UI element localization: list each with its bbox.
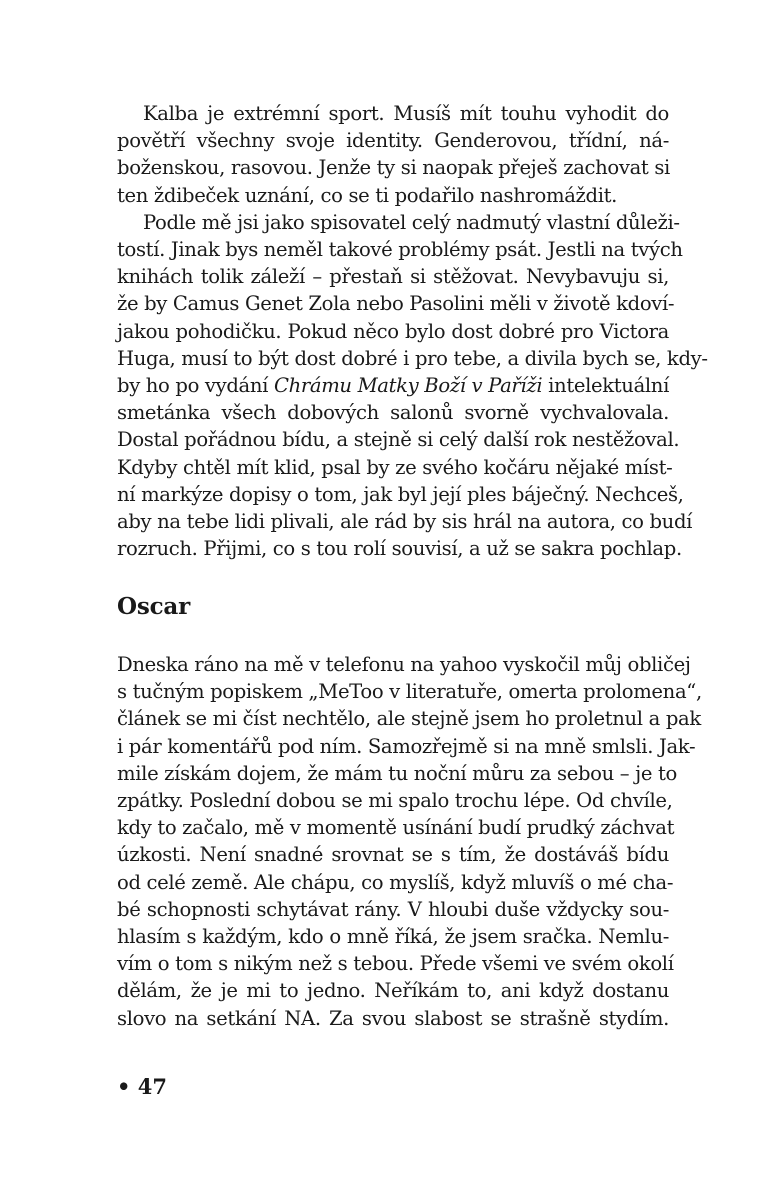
text-line: s tučným popiskem „MeToo v literatuře, omerta prolomena“,	[117, 680, 702, 704]
text-line: mile získám dojem, že mám tu noční můru za sebou – je to	[117, 761, 677, 785]
text-line: článek se mi číst nechtělo, ale stejně jsem ho proletnul a pak	[117, 707, 701, 731]
text-line: Kdyby chtěl mít klid, psal by ze svého kočáru nějaké míst-	[117, 455, 673, 479]
text-line: rozruch. Přijmi, co s tou rolí souvisí, a už se sakra pochlap.	[117, 537, 682, 561]
text-line: jakou pohodičku. Pokud něco bylo dost dobré pro Victora	[117, 319, 669, 343]
text-line: i pár komentářů pod ním. Samozřejmě si na mně smlsli. Jak-	[117, 734, 696, 758]
text-line: slovo na setkání NA. Za svou slabost se strašně stydím.	[117, 1006, 669, 1030]
text-line: že by Camus Genet Zola nebo Pasolini měli v životě kdoví-	[117, 292, 675, 316]
text-line: smetánka všech dobových salonů svorně vychvalovala.	[117, 401, 669, 425]
text-line: ní markýze dopisy o tom, jak byl její ples báječný. Nechceš,	[117, 482, 684, 506]
text-line: Huga, musí to být dost dobré i pro tebe, a divila bych se, kdy-	[117, 346, 708, 370]
text-line	[117, 372, 669, 399]
book-title: Chrámu Matky Boží v Paříži	[273, 374, 543, 398]
text-line: hlasím s každým, kdo o mně říká, že jsem sračka. Nemlu-	[117, 925, 669, 949]
text-line: Kalba je extrémní sport. Musíš mít touhu vyhodit do	[143, 102, 669, 125]
text-line: vím o tom s nikým než s tebou. Přede všemi ve svém okolí	[117, 952, 674, 976]
paragraph-2	[117, 209, 708, 563]
text-line: Dneska ráno na mě v telefonu na yahoo vyskočil můj obličej	[117, 653, 691, 676]
oscar-section	[117, 651, 702, 1032]
section-heading: Oscar	[117, 593, 191, 620]
text-fragment: intelektuální	[542, 374, 669, 398]
text-line: tostí. Jinak bys neměl takové problémy psát. Jestli na tvých	[117, 238, 683, 262]
text-line: dělám, že je mi to jedno. Neříkám to, ani když dostanu	[117, 979, 669, 1003]
letter-section	[117, 100, 708, 562]
paragraph-1	[117, 100, 669, 209]
text-line: bé schopnosti schytávat rány. V hloubi duše vždycky sou-	[117, 897, 669, 921]
text-line: Podle mě jsi jako spisovatel celý nadmutý vlastní důleži-	[143, 210, 680, 234]
text-line: Dostal pořádnou bídu, a stejně si celý další rok nestěžoval.	[117, 428, 680, 452]
page-number: • 47	[117, 1074, 167, 1099]
text-line: knihách tolik záleží – přestaň si stěžovat. Nevybavuju si,	[117, 265, 669, 289]
text-line: boženskou, rasovou. Jenže ty si naopak přeješ zachovat si	[117, 156, 670, 180]
paragraph-3	[117, 651, 702, 1032]
text-line: úzkosti. Není snadné srovnat se s tím, že dostáváš bídu	[117, 843, 669, 867]
text-fragment: by ho po vydání	[117, 374, 274, 398]
text-line: povětří všechny svoje identity. Genderovou, třídní, ná-	[117, 129, 669, 153]
text-line: od celé země. Ale chápu, co myslíš, když mluvíš o mé cha-	[117, 870, 674, 894]
text-line: aby na tebe lidi plivali, ale rád by sis hrál na autora, co budí	[117, 510, 693, 534]
text-line: kdy to začalo, mě v momentě usínání budí prudký záchvat	[117, 816, 675, 840]
text-line: ten ždibeček uznání, co se ti podařilo nashromáždit.	[117, 183, 618, 207]
text-line: zpátky. Poslední dobou se mi spalo trochu lépe. Od chvíle,	[117, 789, 673, 813]
